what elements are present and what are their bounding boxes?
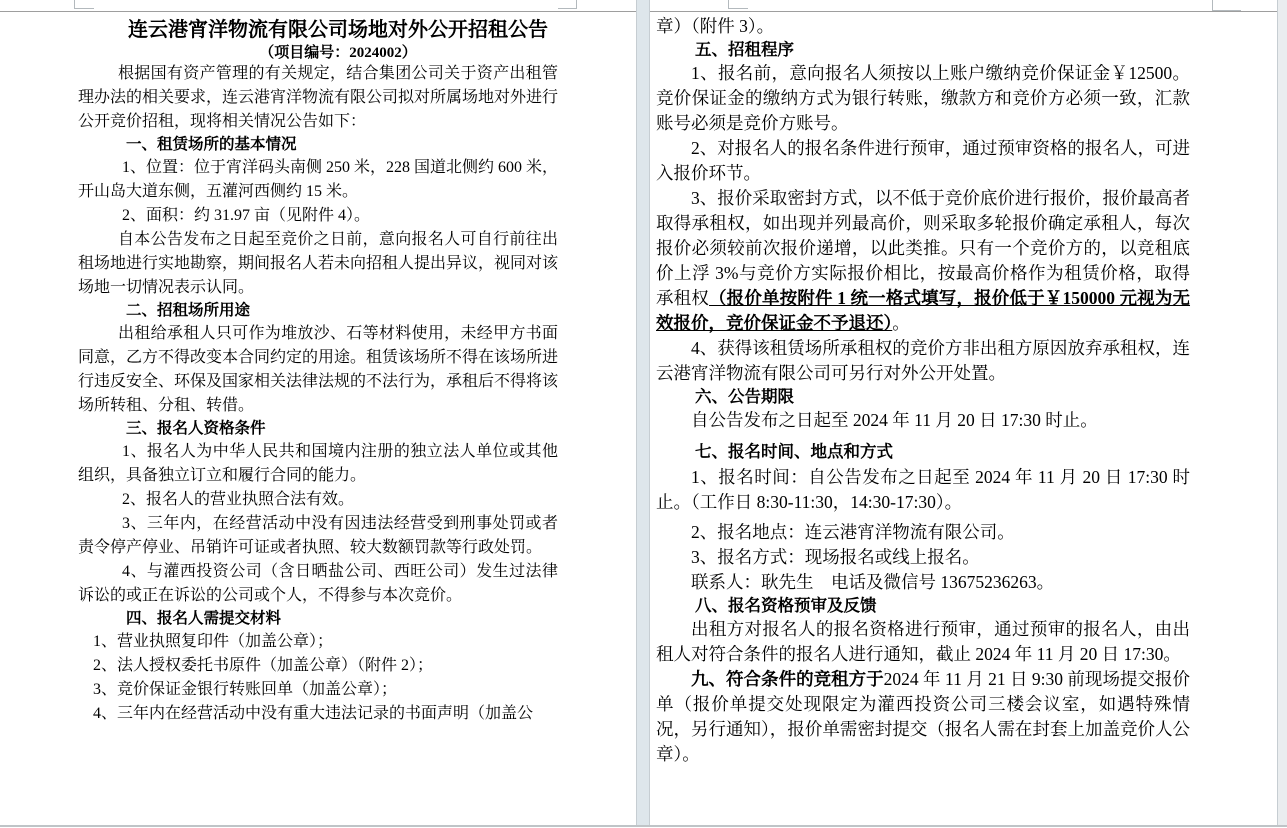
document-title: 连云港宵洋物流有限公司场地对外公开招租公告 bbox=[128, 19, 548, 41]
section-7-contact: 联系人：耿先生 电话及微信号 13675236263。 bbox=[691, 572, 1055, 592]
section-4-item-1: 1、营业执照复印件（加盖公章）； bbox=[93, 633, 334, 650]
section-1-note: 自本公告发布之日起至竞价之日前，意向报名人可自行前往出租场地进行实地勘察，期间报名人若未向招租人提出异议，视同对该场地一切情况表示认同。 bbox=[78, 231, 559, 296]
project-number: （项目编号：2024002） bbox=[259, 45, 417, 61]
section-7-item-2: 2、报名地点：连云港宵洋物流有限公司。 bbox=[691, 522, 1015, 542]
section-7-heading: 七、报名时间、地点和方式 bbox=[695, 442, 893, 461]
crop-mark bbox=[1212, 0, 1241, 11]
intro-paragraph: 根据国有资产管理的有关规定，结合集团公司关于资产出租管理办法的相关要求，连云港宵洋物流有限公司拟对所属场地对外进行公开竞价招租，现将相关情况公告如下： bbox=[78, 65, 559, 130]
section-3-item-4: 4、与灌西投资公司（含日晒盐公司、西旺公司）发生过法律诉讼的或正在诉讼的公司或个人，不得参与本次竞价。 bbox=[78, 563, 558, 604]
crop-mark bbox=[728, 0, 748, 9]
section-2-heading: 二、招租场所用途 bbox=[126, 302, 251, 319]
section-1-heading: 一、租赁场所的基本情况 bbox=[126, 136, 297, 153]
crop-mark bbox=[558, 0, 577, 9]
section-8-body: 出租方对报名人的报名资格进行预审，通过预审的报名人，由出租人对符合条件的报名人进行通知，截止 2024 年 11 月 20 日 17:30。 bbox=[656, 619, 1190, 664]
section-5-item-2: 2、对报名人的报名条件进行预审，通过预审资格的报名人，可进入报价环节。 bbox=[656, 138, 1190, 183]
section-1-item-2: 2、面积：约 31.97 亩（见附件 4）。 bbox=[122, 207, 371, 224]
carryover-line: 章）（附件 3）。 bbox=[656, 16, 775, 36]
page-gap-strip bbox=[636, 0, 650, 825]
section-7-item-1: 1、报名时间：自公告发布之日起至 2024 年 11 月 20 日 17:30 时止。（工作日 8:30-11:30，14:30-17:30）。 bbox=[656, 467, 1190, 512]
section-8-heading: 八、报名资格预审及反馈 bbox=[695, 596, 877, 615]
section-2-body: 出租给承租人只可作为堆放沙、石等材料使用，未经甲方书面同意，乙方不得改变本合同约定的用途。租赁该场所不得在该场所进行违反安全、环保及国家相关法律法规的不法行为，承租后不得将该场所转租、分租、转借。 bbox=[78, 325, 559, 414]
section-4-item-4: 4、三年内在经营活动中没有重大违法记录的书面声明（加盖公 bbox=[93, 705, 534, 722]
section-9-paragraph bbox=[656, 667, 1190, 767]
section-3-item-2: 2、报名人的营业执照合法有效。 bbox=[122, 491, 355, 508]
section-7-item-3: 3、报名方式：现场报名或线上报名。 bbox=[691, 547, 980, 567]
page-2-content bbox=[650, 12, 1277, 767]
section-4-item-3: 3、竞价保证金银行转账回单（加盖公章）； bbox=[93, 681, 398, 698]
page-1-content bbox=[0, 12, 636, 726]
section-4-heading: 四、报名人需提交材料 bbox=[126, 610, 282, 627]
section-5-item-3 bbox=[656, 186, 1190, 336]
section-5-item-4: 4、获得该租赁场所承租权的竞价方非出租方原因放弃承租权，连云港宵洋物流有限公司可另行对外公开处置。 bbox=[656, 338, 1190, 383]
page-1[interactable] bbox=[0, 12, 636, 825]
section-9-body: 2024 年 11 月 21 日 9:30 前现场提交报价单（报价单提交处现限定为灌西投资公司三楼会议室，如遇特殊情况，另行通知），报价单需密封提交（报名人需在封套上加盖竞价人公章）。 bbox=[656, 669, 1190, 764]
section-5-item-3-tail: 。 bbox=[892, 313, 910, 333]
section-1-item-1: 1、位置：位于宵洋码头南侧 250 米，228 国道北侧约 600 米，开山岛大道东侧，五灌河西侧约 15 米。 bbox=[78, 159, 559, 200]
section-5-heading: 五、招租程序 bbox=[695, 40, 794, 59]
section-6-heading: 六、公告期限 bbox=[695, 387, 794, 406]
section-9-lead: 九、符合条件的竞租方于 bbox=[691, 669, 884, 689]
section-6-body: 自公告发布之日起至 2024 年 11 月 20 日 17:30 时止。 bbox=[691, 410, 1098, 430]
section-4-item-2: 2、法人授权委托书原件（加盖公章）（附件 2）； bbox=[93, 657, 434, 674]
page-2[interactable] bbox=[650, 12, 1277, 825]
section-5-item-1: 1、报名前，意向报名人须按以上账户缴纳竞价保证金￥12500。竞价保证金的缴纳方式为银行转账，缴款方和竞价方必须一致，汇款账号必须是竞价方账号。 bbox=[656, 63, 1190, 133]
section-5-item-3-normal: 3、报价采取密封方式，以不低于竞价底价进行报价，报价最高者取得承租权，如出现并列最高价，则采取多轮报价确定承租人，每次报价必须较前次报价递增，以此类推。只有一个竞价方的，以竞租底价上浮 3%与竞价方实际报价相比，按最高价格作为租赁价格，取得承租权 bbox=[656, 188, 1190, 308]
page-right-edge-strip bbox=[1277, 0, 1287, 825]
section-3-item-1: 1、报名人为中华人民共和国境内注册的独立法人单位或其他组织，具备独立订立和履行合同的能力。 bbox=[78, 443, 558, 484]
page-bottom-edge bbox=[0, 825, 1287, 827]
crop-mark bbox=[74, 0, 94, 9]
section-3-item-3: 3、三年内，在经营活动中没有因违法经营受到刑事处罚或者责令停产停业、吊销许可证或者执照、较大数额罚款等行政处罚。 bbox=[78, 515, 558, 556]
section-5-item-3-emphasis: （报价单按附件 1 统一格式填写，报价低于￥150000 元视为无效报价，竞价保证金不予退还） bbox=[656, 288, 1191, 333]
section-3-heading: 三、报名人资格条件 bbox=[126, 420, 266, 437]
